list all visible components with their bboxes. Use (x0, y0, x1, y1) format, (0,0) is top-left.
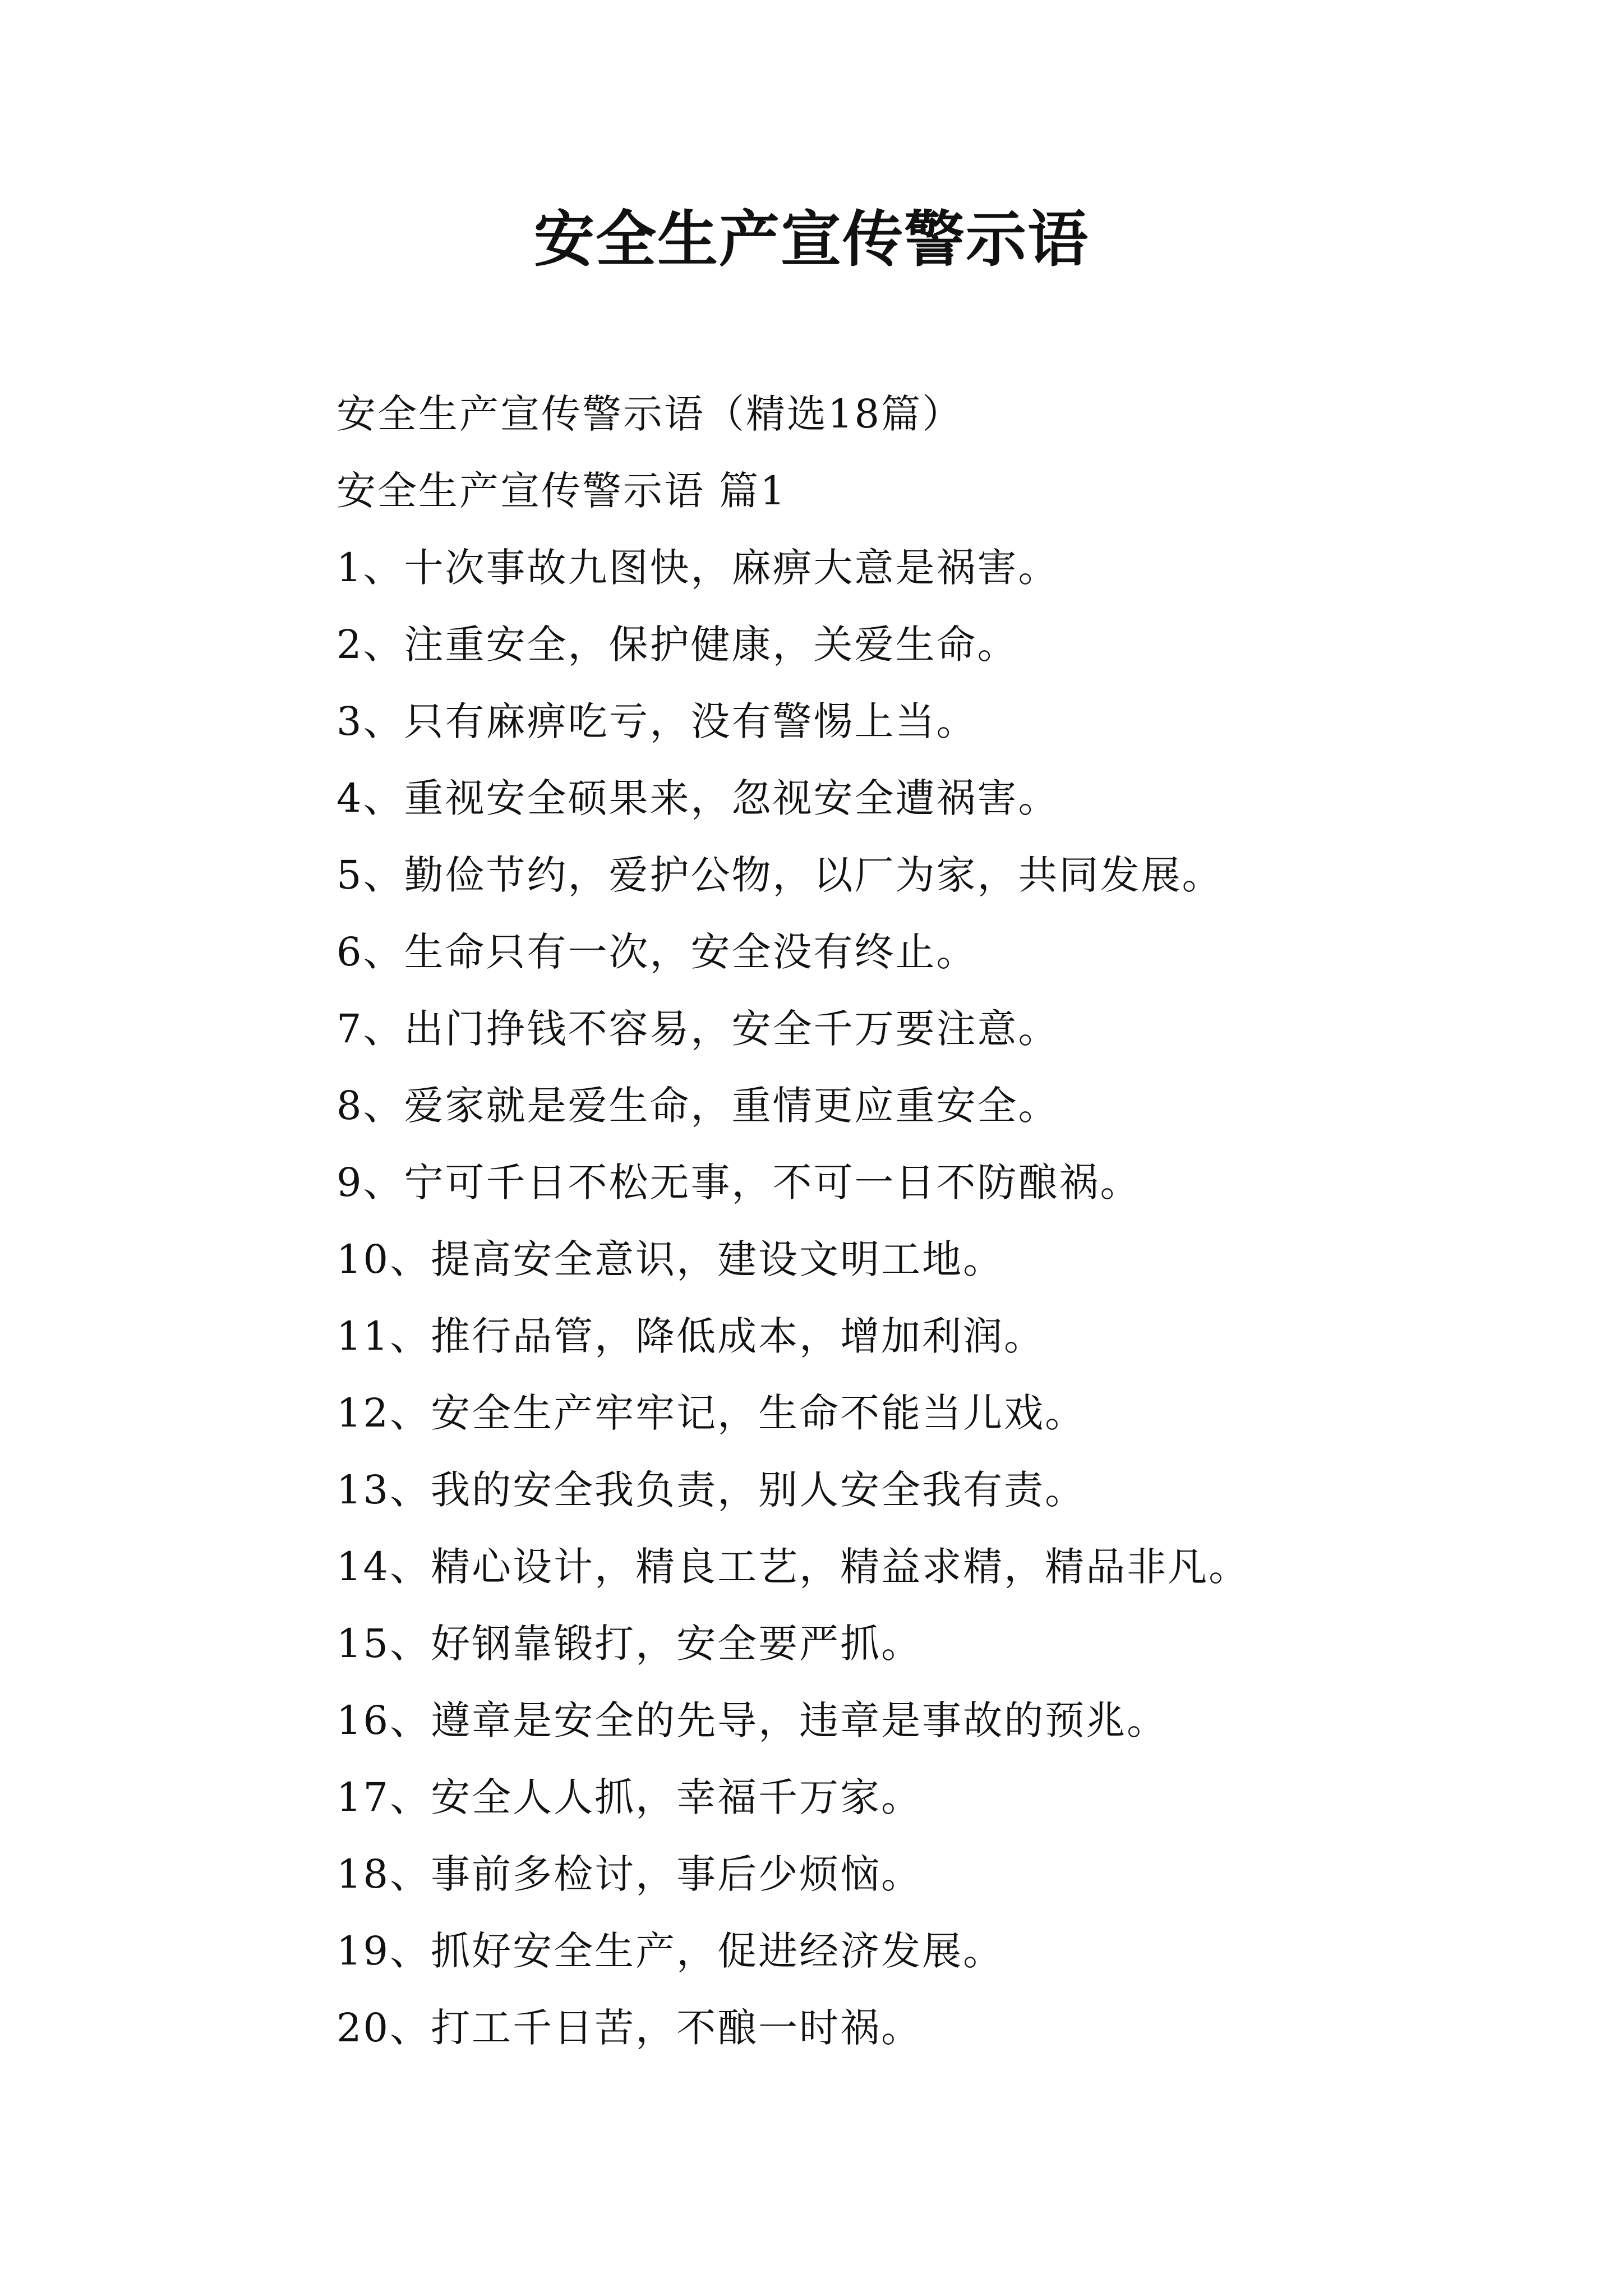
list-item: 19、抓好安全生产，促进经济发展。 (336, 1928, 1004, 1974)
page-title: 安全生产宣传警示语 (533, 204, 1089, 275)
list-item: 3、只有麻痹吃亏，没有警惕上当。 (336, 698, 978, 744)
section-heading: 安全生产宣传警示语 篇1 (336, 468, 787, 514)
list-item: 16、遵章是安全的先导，违章是事故的预兆。 (336, 1697, 1168, 1743)
list-item: 12、安全生产牢牢记，生命不能当儿戏。 (336, 1390, 1086, 1436)
list-item: 14、精心设计，精良工艺，精益求精，精品非凡。 (336, 1544, 1250, 1590)
list-item: 9、宁可千日不松无事，不可一日不防酿祸。 (336, 1159, 1141, 1205)
document-body (336, 376, 1570, 2067)
list-item: 20、打工千日苦，不酿一时祸。 (336, 2005, 923, 2051)
list-item: 5、勤俭节约，爱护公物，以厂为家，共同发展。 (336, 852, 1223, 898)
list-item: 7、出门挣钱不容易，安全千万要注意。 (336, 1006, 1059, 1052)
list-item: 1、十次事故九图快，麻痹大意是祸害。 (336, 545, 1059, 591)
list-item: 13、我的安全我负责，别人安全我有责。 (336, 1467, 1086, 1513)
list-item: 2、注重安全，保护健康，关爱生命。 (336, 622, 1018, 668)
list-item: 15、好钢靠锻打，安全要严抓。 (336, 1621, 923, 1667)
list-item: 18、事前多检讨，事后少烦恼。 (336, 1851, 923, 1897)
list-item: 6、生命只有一次，安全没有终止。 (336, 929, 978, 975)
list-item: 4、重视安全硕果来，忽视安全遭祸害。 (336, 775, 1059, 821)
list-item: 8、爱家就是爱生命，重情更应重安全。 (336, 1083, 1059, 1129)
list-item: 10、提高安全意识，建设文明工地。 (336, 1236, 1004, 1282)
list-item: 17、安全人人抓，幸福千万家。 (336, 1774, 923, 1820)
document-subtitle: 安全生产宣传警示语（精选18篇） (336, 391, 963, 437)
list-item: 11、推行品管，降低成本，增加利润。 (336, 1313, 1045, 1359)
